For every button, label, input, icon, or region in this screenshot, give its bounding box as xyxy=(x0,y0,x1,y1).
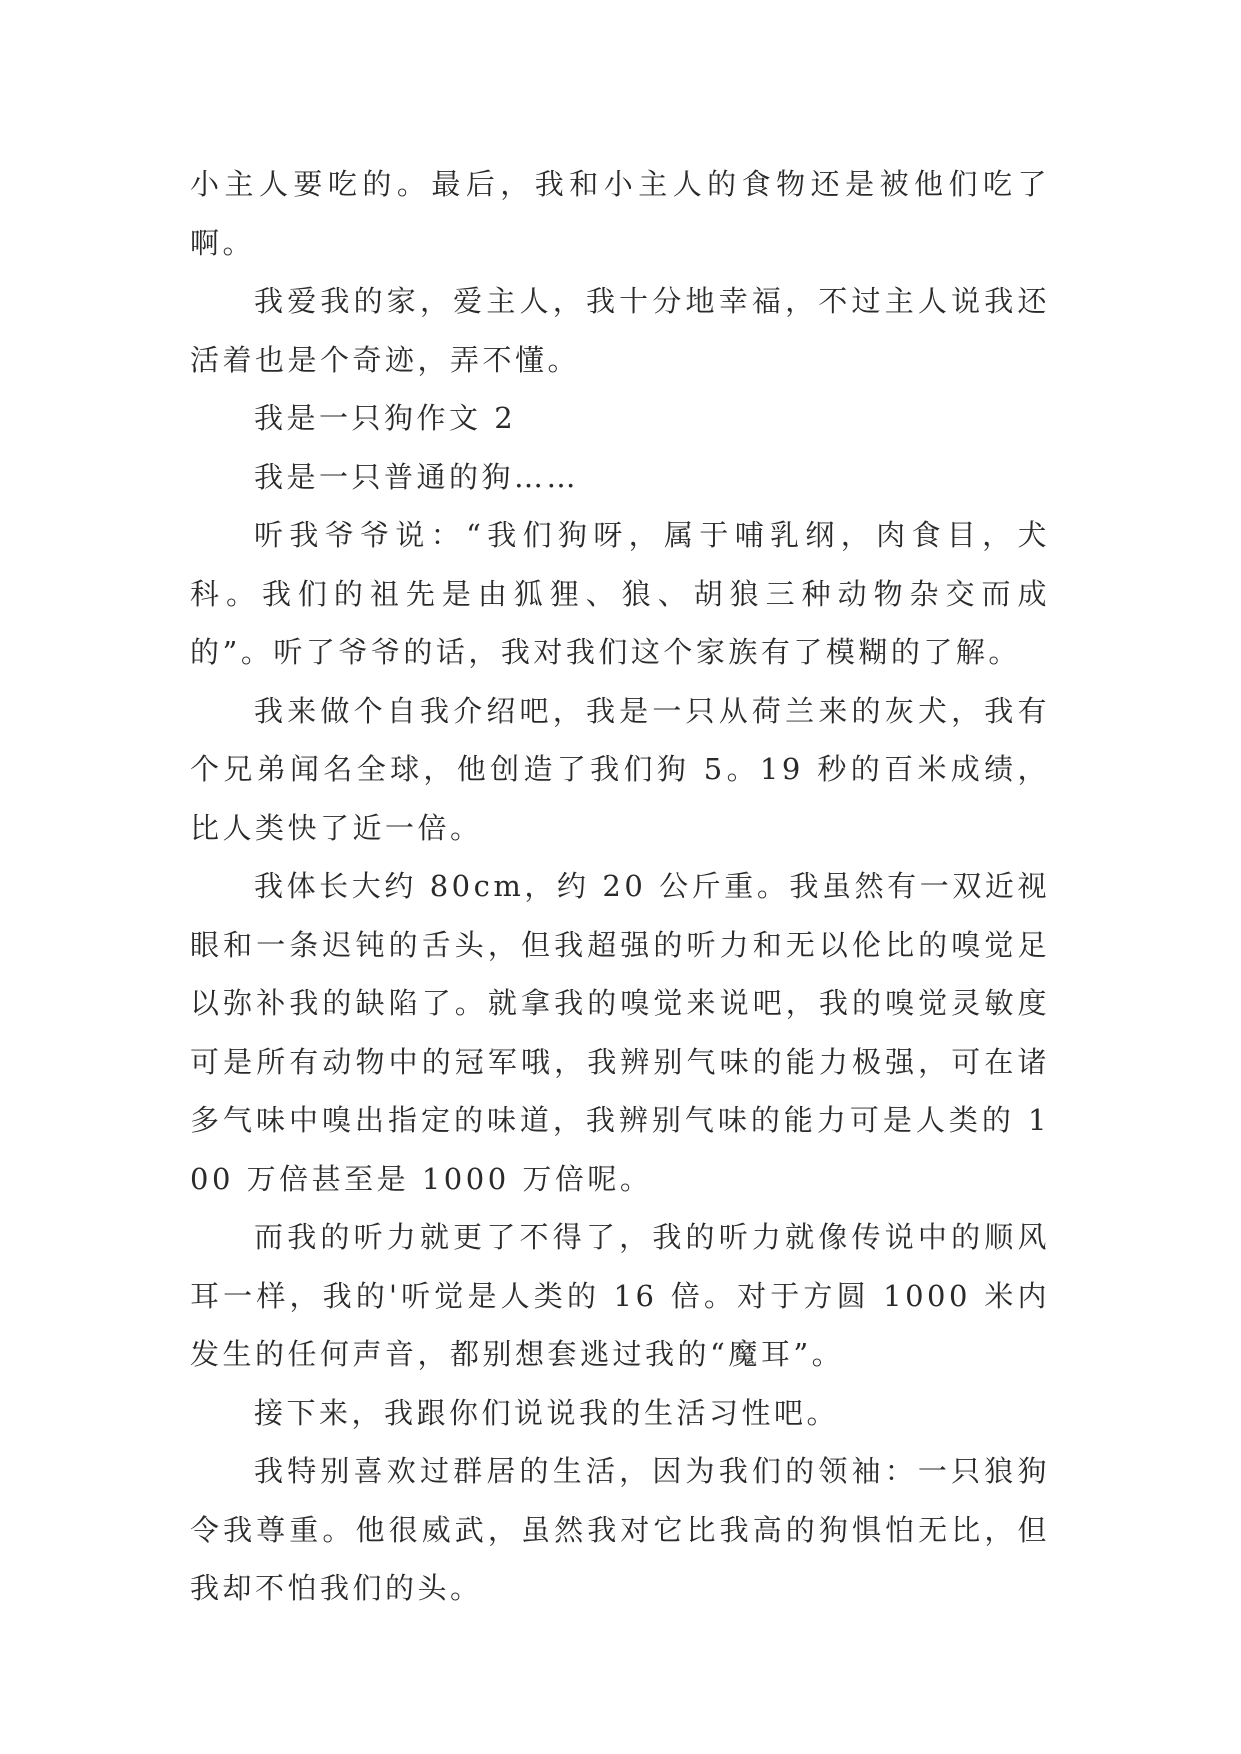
paragraph: 我特别喜欢过群居的生活，因为我们的领袖：一只狼狗令我尊重。他很威武，虽然我对它比我高的狗惧怕无比，但我却不怕我们的头。 xyxy=(190,1454,1050,1605)
paragraph: 我来做个自我介绍吧，我是一只从荷兰来的灰犬，我有个兄弟闻名全球，他创造了我们狗 5。19 秒的百米成绩，比人类快了近一倍。 xyxy=(190,693,1050,845)
paragraph: 我爱我的家，爱主人，我十分地幸福，不过主人说我还活着也是个奇迹，弄不懂。 xyxy=(190,284,1050,377)
paragraph: 我是一只普通的狗…… xyxy=(254,459,580,494)
paragraph: 我体长大约 80cm，约 20 公斤重。我虽然有一双近视眼和一条迟钝的舌头，但我超强的听力和无以伦比的嗅觉足以弥补我的缺陷了。就拿我的嗅觉来说吧，我的嗅觉灵敏度可是所有动物中的冠军哦，我辨别气味的能力极强，可在诸多气味中嗅出指定的味道，我辨别气味的能力可是人类的 100 万倍甚至是 1000 万倍呢。 xyxy=(190,869,1050,1196)
article-body xyxy=(190,155,1050,1618)
paragraph: 接下来，我跟你们说说我的生活习性吧。 xyxy=(254,1395,840,1430)
paragraph: 小主人要吃的。最后，我和小主人的食物还是被他们吃了啊。 xyxy=(190,167,1050,260)
paragraph: 听我爷爷说：“我们狗呀，属于哺乳纲，肉食目，犬科。我们的祖先是由狐狸、狼、胡狼三种动物杂交而成的”。听了爷爷的话，我对我们这个家族有了模糊的了解。 xyxy=(190,518,1050,669)
paragraph: 而我的听力就更了不得了，我的听力就像传说中的顺风耳一样，我的'听觉是人类的 16 倍。对于方圆 1000 米内发生的任何声音，都别想套逃过我的“魔耳”。 xyxy=(190,1220,1050,1371)
section-heading: 我是一只狗作文 2 xyxy=(254,401,517,435)
